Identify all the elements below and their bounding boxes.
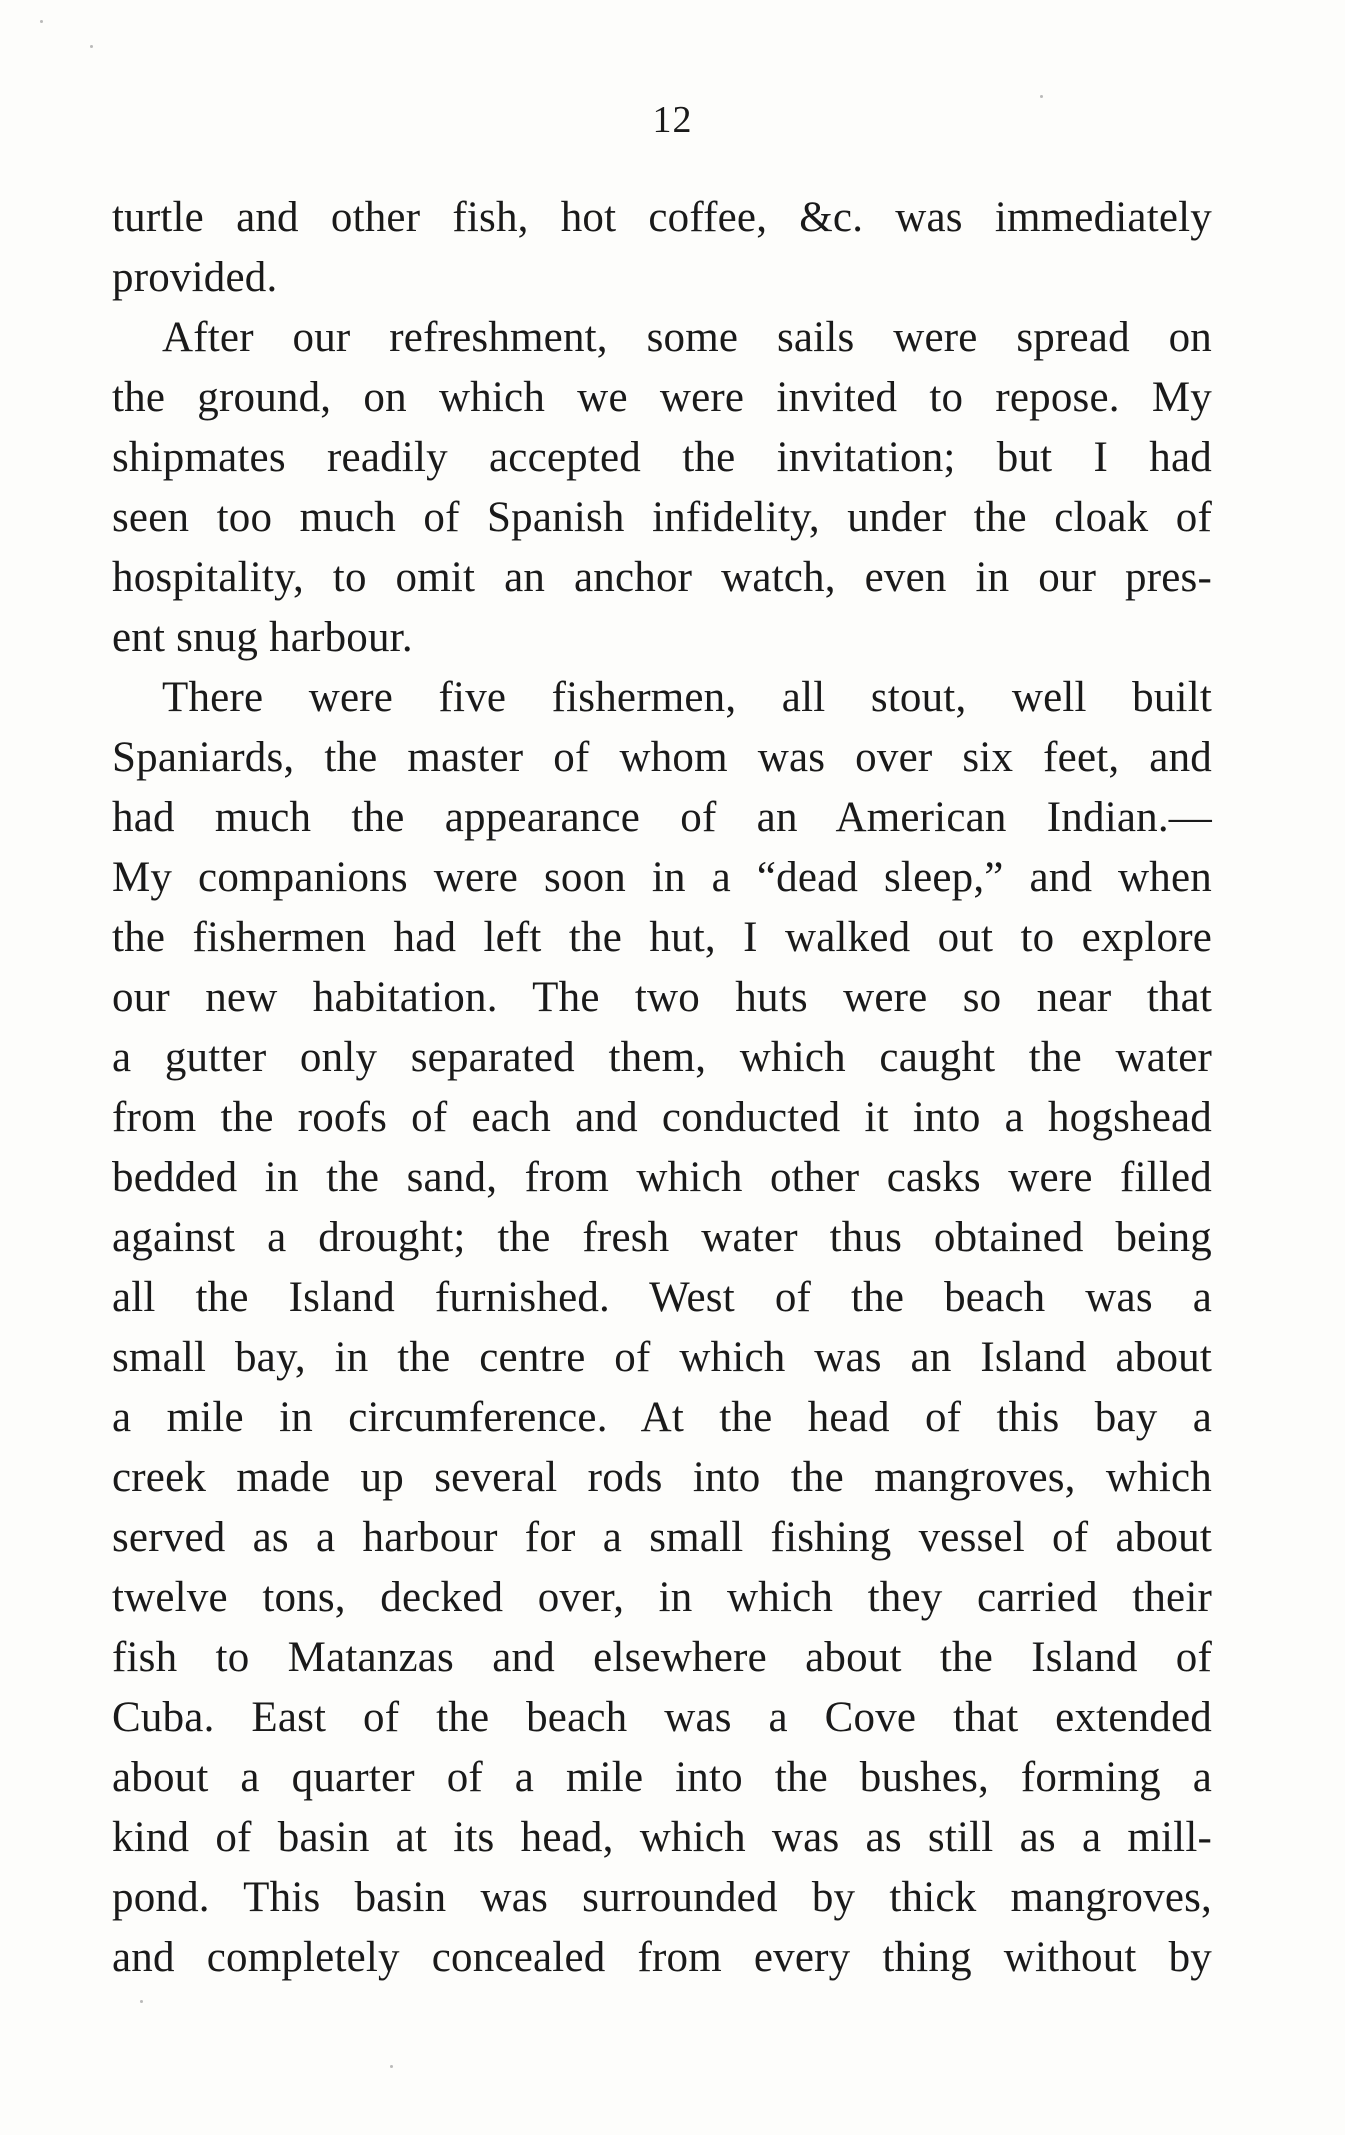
text-line: all the Island furnished. West of the beach was a: [112, 1274, 1212, 1321]
text-line: seen too much of Spanish infidelity, under the cloak of: [112, 494, 1212, 541]
text-line: and completely concealed from every thing without by: [112, 1934, 1212, 1981]
text-line: had much the appearance of an American Indian.—: [112, 794, 1212, 841]
page-number: 12: [652, 99, 693, 141]
text-line: shipmates readily accepted the invitation; but I had: [112, 434, 1212, 481]
text-line: My companions were soon in a “dead sleep,” and when: [112, 854, 1212, 901]
text-line: Spaniards, the master of whom was over six feet, and: [112, 734, 1212, 781]
text-line: a gutter only separated them, which caught the water: [112, 1034, 1212, 1081]
text-line: served as a harbour for a small fishing vessel of about: [112, 1514, 1212, 1561]
text-line: our new habitation. The two huts were so near that: [112, 974, 1212, 1021]
text-line: twelve tons, decked over, in which they carried their: [112, 1574, 1212, 1621]
print-speck: [1040, 95, 1043, 98]
text-line: provided.: [112, 254, 278, 301]
text-line: There were five fishermen, all stout, well built: [162, 674, 1212, 721]
text-line: the fishermen had left the hut, I walked out to explore: [112, 914, 1212, 961]
text-line: pond. This basin was surrounded by thick mangroves,: [112, 1874, 1212, 1921]
text-line: turtle and other fish, hot coffee, &c. was immediately: [112, 194, 1212, 241]
print-speck: [90, 45, 93, 48]
print-speck: [40, 20, 43, 23]
text-line: from the roofs of each and conducted it into a hogshead: [112, 1094, 1212, 1141]
text-line: hospitality, to omit an anchor watch, even in our pres-: [112, 554, 1212, 601]
text-line: Cuba. East of the beach was a Cove that extended: [112, 1694, 1212, 1741]
body-text: [112, 188, 1212, 1988]
text-line: small bay, in the centre of which was an Island about: [112, 1334, 1212, 1381]
print-speck: [140, 2000, 143, 2003]
text-line: the ground, on which we were invited to repose. My: [112, 374, 1212, 421]
text-line: about a quarter of a mile into the bushes, forming a: [112, 1754, 1212, 1801]
text-line: against a drought; the fresh water thus obtained being: [112, 1214, 1212, 1261]
text-line: fish to Matanzas and elsewhere about the Island of: [112, 1634, 1212, 1681]
text-line: After our refreshment, some sails were spread on: [162, 314, 1212, 361]
text-line: ent snug harbour.: [112, 614, 413, 661]
text-line: kind of basin at its head, which was as still as a mill-: [112, 1814, 1212, 1861]
text-line: a mile in circumference. At the head of this bay a: [112, 1394, 1212, 1441]
text-line: bedded in the sand, from which other casks were filled: [112, 1154, 1212, 1201]
text-line: creek made up several rods into the mangroves, which: [112, 1454, 1212, 1501]
print-speck: [390, 2065, 393, 2068]
